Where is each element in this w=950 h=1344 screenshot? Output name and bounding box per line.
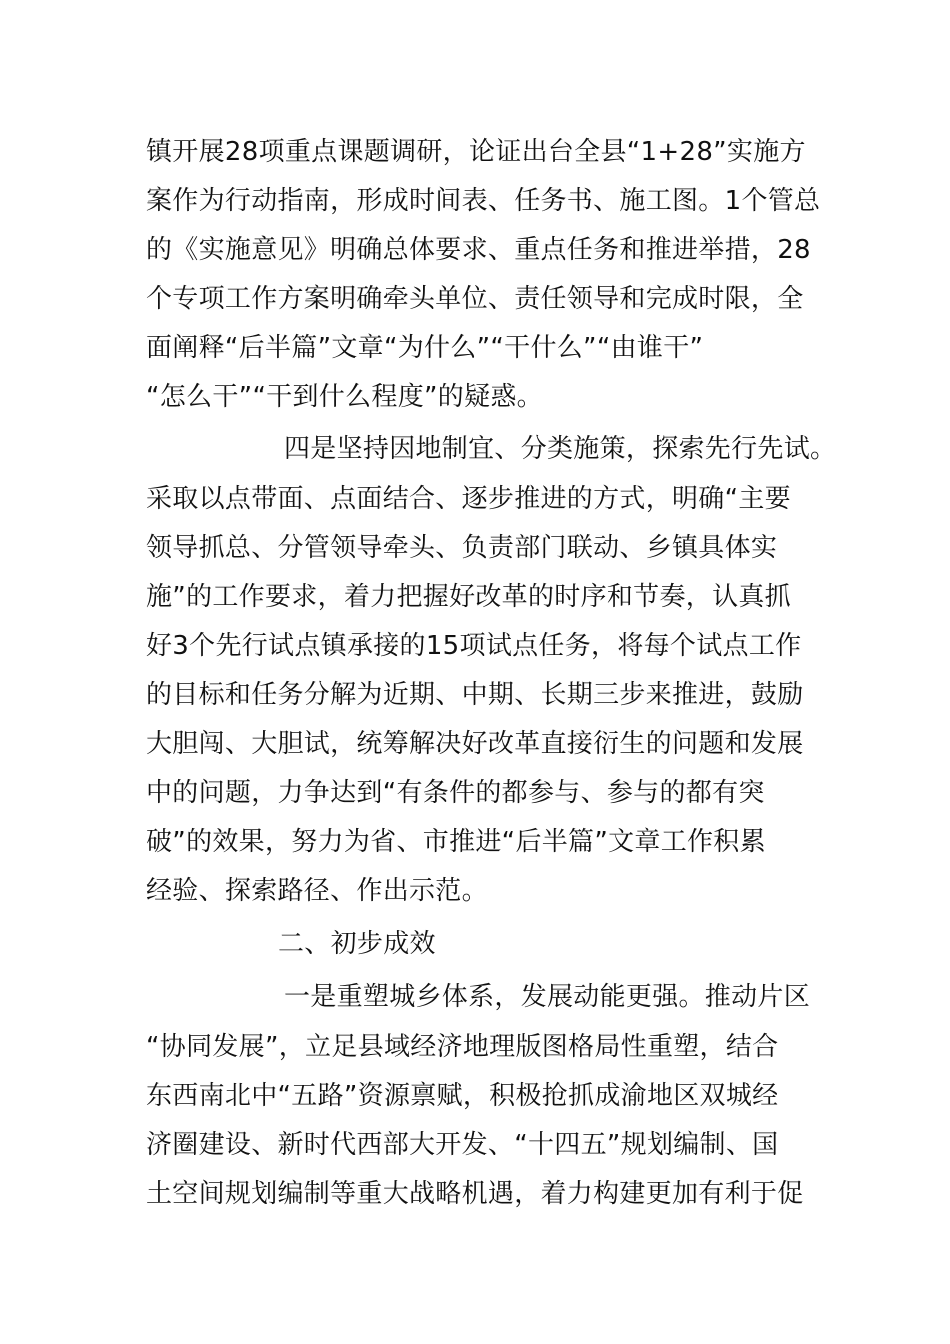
text-line: 破”的效果，努力为省、市推进“后半篇”文章工作积累: [146, 827, 766, 857]
text-line: 采取以点带面、点面结合、逐步推进的方式，明确“主要: [146, 484, 791, 514]
text-line: 土空间规划编制等重大战略机遇，着力构建更加有利于促: [146, 1179, 804, 1209]
paragraph-heading: 一是重塑城乡体系，发展动能更强。推动片区: [284, 982, 811, 1012]
text-line: 经验、探索路径、作出示范。: [146, 876, 488, 906]
section-heading: 二、初步成效: [278, 929, 436, 959]
text-line: “怎么干”“干到什么程度”的疑惑。: [146, 382, 543, 412]
text-line: 东西南北中“五路”资源禀赋，积极抢抓成渝地区双城经: [146, 1081, 779, 1111]
text-line: 案作为行动指南，形成时间表、任务书、施工图。1个管总: [146, 186, 821, 216]
text-line: 面阐释“后半篇”文章“为什么”“干什么”“由谁干”: [146, 333, 704, 363]
paragraph-heading: 四是坚持因地制宜、分类施策，探索先行先试。: [284, 434, 837, 464]
text-line: 施”的工作要求，着力把握好改革的时序和节奏，认真抓: [146, 582, 791, 612]
text-line: 的目标和任务分解为近期、中期、长期三步来推进，鼓励: [146, 680, 804, 710]
text-line: 个专项工作方案明确牵头单位、责任领导和完成时限，全: [146, 284, 804, 314]
text-line: 好3个先行试点镇承接的15项试点任务，将每个试点工作: [146, 631, 802, 661]
text-line: 大胆闯、大胆试，统筹解决好改革直接衍生的问题和发展: [146, 729, 804, 759]
text-line: 镇开展28项重点课题调研，论证出台全县“1+28”实施方: [146, 137, 806, 167]
text-line: 领导抓总、分管领导牵头、负责部门联动、乡镇具体实: [146, 533, 778, 563]
text-line: 的《实施意见》明确总体要求、重点任务和推进举措，28: [146, 235, 811, 265]
text-line: 济圈建设、新时代西部大开发、“十四五”规划编制、国: [146, 1130, 779, 1160]
text-line: 中的问题，力争达到“有条件的都参与、参与的都有突: [146, 778, 765, 808]
text-line: “协同发展”，立足县域经济地理版图格局性重塑，结合: [146, 1032, 779, 1062]
